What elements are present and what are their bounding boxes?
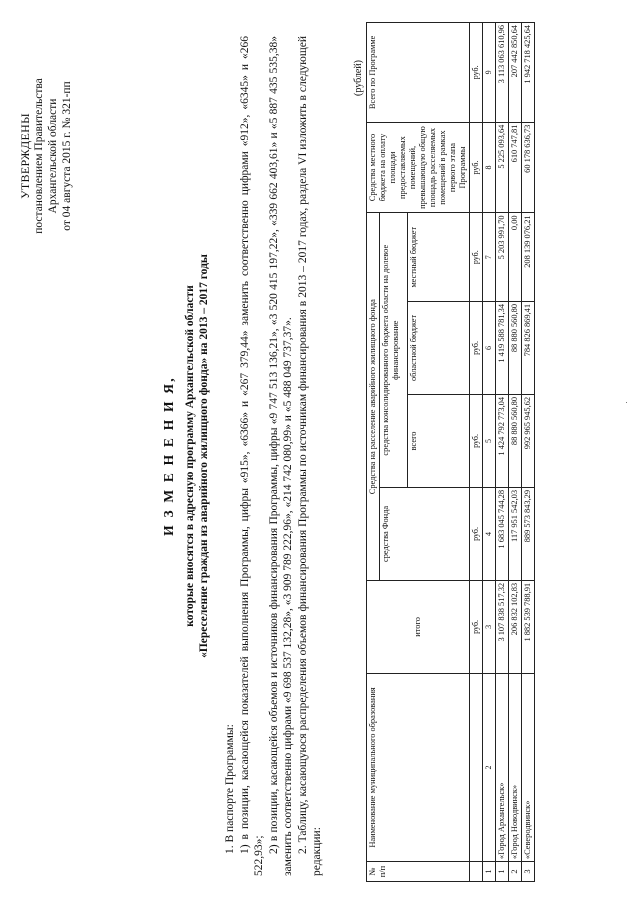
unit-cell: руб. [470,394,483,487]
approval-heading: УТВЕРЖДЕНЫ [18,113,32,199]
table-row [496,23,509,882]
unit-cell [470,673,483,861]
index-cell: 1 [483,862,496,882]
row-num: 2 [509,862,522,882]
paragraph: 2) в позиции, касающейся объемов и источников финансирования Программы, цифры «9 747 513 136,21», «3 520 415 197,22», «339 662 403,61» и «5 887 435 535,38» заменить соответственно цифрами «9 698 537 132,28», «3 909 789 222,96», «214 742 080,99» и «5 488 049 737,37». [267,36,294,876]
unit-cell: руб. [470,487,483,580]
index-cell: 7 [483,213,496,302]
row-regional: 88 880 560,80 [509,301,522,394]
document-body [223,36,325,876]
row-local: 5 203 991,70 [496,213,509,302]
unit-cell: руб. [470,23,483,123]
financing-table [366,22,535,882]
approval-block [18,56,74,256]
title-subtitle: которые вносятся в адресную программу Архангельской области [184,285,196,627]
header-fund: средства Фонда [380,487,470,580]
row-municipality: «Город Новодвинск» [509,673,522,861]
row-regional: 784 826 869,41 [522,301,535,394]
approval-line: Архангельской области [47,98,59,214]
row-program: 207 442 850,64 [509,23,522,123]
row-program: 1 942 718 425,64 [522,23,535,123]
row-all: 88 880 560,80 [509,394,522,487]
unit-cell [470,862,483,882]
index-cell: 9 [483,23,496,123]
header-local-extra: Средства местного бюджета на оплату площади предоставляемых помещений, превышающую общую площадь расселяемых помещений в рамках первого этапа Программы [367,122,470,213]
row-fund: 117 951 542,03 [509,487,522,580]
header-regional: областной бюджет [408,301,470,394]
row-extra: 610 747,81 [509,122,522,213]
header-name: Наименование муниципального образования [367,673,470,861]
row-total: 3 107 838 517,32 [496,580,509,673]
row-total: 206 832 102,83 [509,580,522,673]
paragraph: 1. В паспорте Программы: [224,724,236,854]
title-changes: И З М Е Н Е Н И Я, [161,376,176,536]
row-municipality: «Северодвинск» [522,673,535,861]
unit-cell: руб. [470,580,483,673]
table-unit-label: (рублей) [353,59,364,96]
row-local: 208 139 076,21 [522,213,535,302]
paragraph: 1) в позиции, касающейся показателей выполнения Программы, цифры «915», «6366» и «267 379,44» заменить соответственно цифрами «912», «6345» и «266 522,93»; [238,36,265,876]
row-fund: 889 573 843,29 [522,487,535,580]
approval-line: постановлением Правительства [33,78,45,234]
title-program-name: «Переселение граждан из аварийного жилищного фонда» на 2013 – 2017 годы [198,254,210,658]
header-num: № п/п [367,862,470,882]
row-program: 3 113 063 610,96 [496,23,509,123]
header-resettle: Средства на расселение аварийного жилищного фонда [367,213,380,581]
table-row [522,23,535,882]
header-all: всего [408,394,470,487]
index-cell: 8 [483,122,496,213]
approval-date: от 04 августа 2015 г. № 321-пп [61,81,73,231]
table-header-row [367,23,380,882]
row-extra: 5 225 093,64 [496,122,509,213]
row-extra: 60 178 636,73 [522,122,535,213]
index-cell: 3 [483,580,496,673]
header-local: местный бюджет [408,213,470,302]
unit-cell: руб. [470,122,483,213]
table-index-row [483,23,496,882]
paragraph: 2. Таблицу, касающуюся распределения объемов финансирования Программы по источникам финансирования в 2013 – 2017 годах, раздела VI изложить в следующей редакции: [296,36,323,876]
index-cell: 2 [483,673,496,861]
row-fund: 1 683 045 744,28 [496,487,509,580]
scan-speck [626,402,627,403]
row-regional: 1 419 588 781,34 [496,301,509,394]
table-units-row [470,23,483,882]
document-title [160,136,211,776]
row-num: 1 [496,862,509,882]
row-total: 1 882 539 788,91 [522,580,535,673]
table-row [509,23,522,882]
row-all: 992 965 945,62 [522,394,535,487]
index-cell: 6 [483,301,496,394]
row-municipality: «Город Архангельск» [496,673,509,861]
index-cell: 4 [483,487,496,580]
header-total: итого [367,580,470,673]
unit-cell: руб. [470,213,483,302]
index-cell: 5 [483,394,496,487]
row-num: 3 [522,862,535,882]
row-all: 1 424 792 773,04 [496,394,509,487]
header-consolidated: средства консолидированного бюджета области на долевое финансирование [380,213,408,488]
rotated-content [8,6,633,896]
row-local: 0,00 [509,213,522,302]
unit-cell: руб. [470,301,483,394]
header-program-total: Всего по Программе [367,23,470,123]
